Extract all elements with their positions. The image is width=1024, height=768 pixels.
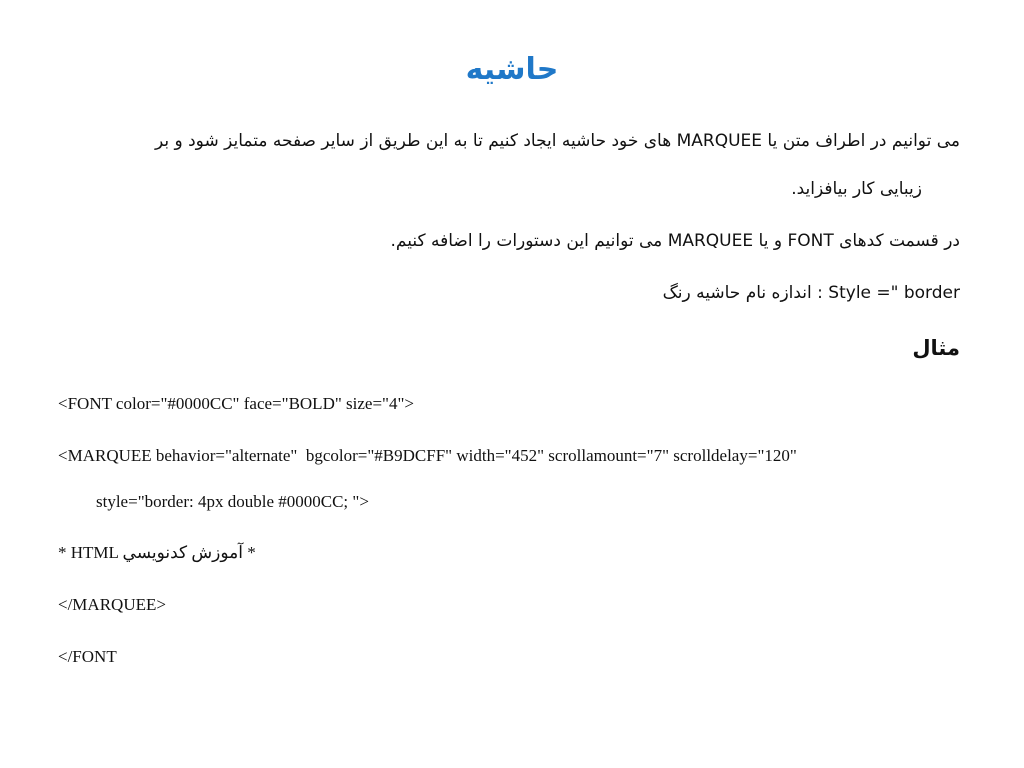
code-line-marquee-content: * HTML آموزش کدنويسي * (58, 543, 256, 562)
code-line-marquee-open: <MARQUEE behavior="alternate" bgcolor="#B9DCFF" width="452" scrollamount="7" scrolldelay="120" (58, 446, 797, 465)
paragraph-1-line-2: زیبایی کار بیافزاید. (791, 179, 922, 199)
code-line-marquee-close: </MARQUEE> (58, 595, 166, 614)
slide-title: حاشیه (465, 52, 559, 87)
code-line-marquee-style: style="border: 4px double #0000CC; "> (96, 492, 369, 511)
code-line-font-close: </FONT (58, 647, 117, 666)
example-heading: مثال (912, 336, 960, 360)
syntax-line: Style =" border : اندازه نام حاشیه رنگ (662, 283, 960, 303)
paragraph-2: در قسمت کدهای FONT و یا MARQUEE می توانیم این دستورات را اضافه کنیم. (390, 231, 960, 251)
paragraph-1-line-1: می توانیم در اطراف متن یا MARQUEE های خود حاشیه ایجاد کنیم تا به این طریق از سایر صفحه متمایز شود و بر (154, 131, 960, 151)
code-line-font-open: <FONT color="#0000CC" face="BOLD" size="4"> (58, 394, 415, 413)
